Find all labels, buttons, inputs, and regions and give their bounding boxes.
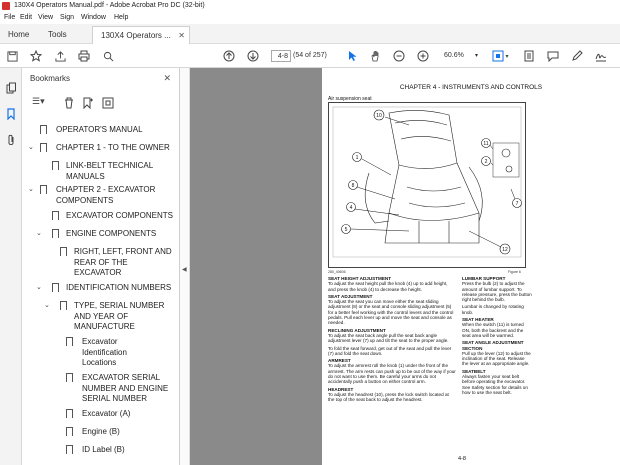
bookmark-label: COMPONENTS <box>56 195 114 205</box>
bookmark-label: RIGHT, LEFT, FRONT AND <box>74 247 172 256</box>
sign-button[interactable] <box>593 48 609 64</box>
bookmark-label: CHAPTER 1 - TO THE OWNER <box>56 143 170 152</box>
tab-document[interactable] <box>92 26 190 44</box>
bookmark-label: TYPE, SERIAL NUMBER <box>74 301 165 310</box>
bookmark-label: ENGINE COMPONENTS <box>66 229 157 238</box>
menu-sign[interactable]: Sign <box>60 14 75 21</box>
prev-page-button[interactable] <box>221 48 237 64</box>
body-paragraph: When the switch (11) is turned ON, both the backrest and the seat area will be warmed. <box>462 322 524 338</box>
upload-icon <box>55 51 66 62</box>
save-icon <box>7 51 18 62</box>
pen-icon <box>571 50 583 62</box>
section-heading: ARMREST <box>328 358 351 364</box>
page-number: 4-8 <box>458 456 466 462</box>
hand-tool-button[interactable] <box>367 48 383 64</box>
zoom-in-button[interactable] <box>415 48 431 64</box>
bookmark-label: REAR OF THE <box>74 257 128 267</box>
highlight-button[interactable] <box>569 48 585 64</box>
bookmark-icon <box>40 125 47 134</box>
bookmark-add-icon <box>82 97 94 109</box>
paperclip-icon <box>6 134 16 146</box>
seat-figure <box>328 102 526 268</box>
bookmark-label: MANUFACTURE <box>74 322 135 331</box>
body-paragraph: Pull up the lever (12) to adjust the inclination of the seat. Release the lever at an appropriate angle. <box>462 350 531 367</box>
section-heading: SEAT ANGLE ADJUSTMENT SECTION <box>462 340 524 351</box>
search-icon <box>103 51 114 62</box>
acrobat-app-icon <box>2 2 10 10</box>
bookmark-icon <box>66 373 73 382</box>
body-paragraph: To adjust the seat height pull the knob (4) up to add height, and press the knob (4) to decrease the height. <box>328 281 448 292</box>
body-paragraph: Lumbar is changed by rotating knob. <box>462 304 524 315</box>
print-icon <box>78 50 90 62</box>
section-heading: SEATBELT <box>462 368 486 374</box>
tab-home[interactable]: Home <box>8 30 30 39</box>
bookmark-label: AND YEAR OF <box>74 311 129 321</box>
navigation-pane-strip <box>0 68 22 465</box>
bookmark-label: Engine (B) <box>82 427 120 436</box>
tab-document-label: 130X4 Operators ... <box>101 31 171 40</box>
bookmark-label: Excavator <box>82 337 118 346</box>
section-heading: SEAT ADJUSTMENT <box>328 293 373 299</box>
bookmark-expand-icon <box>102 97 114 109</box>
attachments-panel-button[interactable] <box>3 132 19 148</box>
bookmark-button[interactable] <box>28 48 44 64</box>
body-paragraph: To fold the seat forward, get out of the seat and pull the lever (7) and fold the seat down. <box>328 345 452 356</box>
bookmark-label: MANUALS <box>66 171 105 181</box>
new-bookmark-icon[interactable] <box>82 96 94 114</box>
bookmark-label: LINK-BELT TECHNICAL <box>66 161 154 170</box>
menu-bar <box>0 12 620 24</box>
body-paragraph: Always fasten your seat belt before operating the excavator. See Safety section for details on how to use the seat belt. <box>462 374 528 395</box>
bookmark-label: Locations <box>82 358 117 367</box>
chevron-down-icon[interactable]: ⌄ <box>28 186 34 193</box>
delete-bookmark-icon[interactable] <box>64 96 74 114</box>
bookmark-label: IDENTIFICATION NUMBERS <box>66 283 172 292</box>
next-page-button[interactable] <box>245 48 261 64</box>
body-paragraph: To adjust the seat back angle pull the seat back angle adjustment lever (7) up and tilt the seat to the proper angle. <box>328 332 449 344</box>
bookmark-label: EXCAVATOR COMPONENTS <box>66 211 173 220</box>
page-number-input[interactable]: 4-8 <box>271 50 291 62</box>
comment-icon <box>547 50 559 62</box>
find-button[interactable] <box>100 48 116 64</box>
bookmark-label: SERIAL NUMBER <box>82 394 148 403</box>
right-column <box>462 275 532 397</box>
window-title: 130X4 Operators Manual.pdf - Adobe Acrobat Pro DC (32-bit) <box>14 2 205 9</box>
bookmark-label: Identification <box>82 347 127 357</box>
callout-1: 1 <box>355 155 359 161</box>
plus-circle-icon <box>417 50 429 62</box>
document-viewer[interactable] <box>190 68 620 465</box>
figure-code: 280_40606 <box>328 270 346 274</box>
arrow-up-circle-icon <box>223 50 235 62</box>
comment-button[interactable] <box>545 48 561 64</box>
hand-icon <box>370 50 381 62</box>
bookmark-icon <box>52 283 59 292</box>
collapse-panel-handle[interactable] <box>180 68 190 465</box>
callout-7: 7 <box>515 201 519 207</box>
bookmark-label: ID Label (B) <box>82 445 125 454</box>
section-heading: HEADREST <box>328 386 354 392</box>
pdf-page <box>322 68 620 465</box>
minus-circle-icon <box>393 50 405 62</box>
body-paragraph: To adjust the armrest roll the knob (1) under the front of the armrest. The arm rests can push up to be out of the way if your do not want to use them. Be careful your arms do not accidentally push a button on either control arm. <box>328 363 456 385</box>
section-heading: LUMBAR SUPPORT <box>462 276 506 281</box>
callout-5: 5 <box>344 227 348 233</box>
figure-caption: Air suspension seat <box>328 96 372 102</box>
bookmark-icon <box>6 108 16 120</box>
expand-bookmark-icon[interactable] <box>102 96 114 114</box>
callout-11: 11 <box>483 141 489 147</box>
section-heading: RECLINING ADJUSTMENT <box>328 327 386 333</box>
main-toolbar <box>0 44 620 68</box>
callout-8: 8 <box>351 183 355 189</box>
page-scroll-icon <box>523 50 535 62</box>
bookmark-label: CHAPTER 2 - EXCAVATOR <box>56 185 156 194</box>
save-button[interactable] <box>4 48 20 64</box>
upload-button[interactable] <box>52 48 68 64</box>
print-button[interactable] <box>76 48 92 64</box>
bookmark-icon <box>40 143 47 152</box>
tab-tools[interactable]: Tools <box>48 30 67 39</box>
arrow-down-circle-icon <box>247 50 259 62</box>
chevron-down-icon: ▾ <box>474 53 478 59</box>
star-icon <box>30 50 42 62</box>
section-heading: SEAT HEIGHT ADJUSTMENT <box>328 276 392 281</box>
body-paragraph: To adjust the headrest (10), press the lock switch located at the top of the seat back to adjust the headrest. <box>328 391 449 403</box>
bookmarks-panel-button[interactable] <box>3 106 19 122</box>
zoom-out-button[interactable] <box>391 48 407 64</box>
bookmark-label: NUMBER AND ENGINE <box>82 383 169 393</box>
options-menu-icon[interactable]: ☰▾ <box>32 96 45 106</box>
callout-10: 10 <box>376 113 382 119</box>
bookmark-icon <box>60 301 67 310</box>
menu-window[interactable]: Window <box>81 14 106 21</box>
left-column <box>328 275 456 405</box>
fit-dropdown-button[interactable] <box>503 48 511 64</box>
bookmark-label: OPERATOR'S MANUAL <box>56 125 143 134</box>
bookmarks-panel <box>22 68 180 465</box>
bookmarks-panel-title: Bookmarks <box>30 74 71 83</box>
bookmark-icon <box>66 409 73 418</box>
cursor-arrow-icon <box>347 50 358 62</box>
bookmark-icon <box>52 161 59 170</box>
scroll-mode-button[interactable] <box>521 48 537 64</box>
trash-icon <box>64 97 74 109</box>
bookmark-label: Excavator (A) <box>82 409 131 418</box>
close-icon[interactable]: ✕ <box>163 73 171 83</box>
chevron-left-icon: ◀ <box>182 267 187 273</box>
pages-panel-button[interactable] <box>3 80 19 96</box>
callout-4: 4 <box>349 205 353 211</box>
window-titlebar <box>0 0 620 12</box>
seat-illustration <box>329 103 525 267</box>
body-paragraph: Press the bulb (2) to adjust the amount of lumbar support. To release pressure, press the button right behind the bulb. <box>462 281 532 303</box>
menu-file[interactable]: File <box>4 14 16 21</box>
page-count: (54 of 257) <box>293 52 327 59</box>
section-heading: SEAT HEATER <box>462 317 494 323</box>
zoom-level-dropdown[interactable] <box>444 50 478 62</box>
chapter-header: CHAPTER 4 - INSTRUMENTS AND CONTROLS <box>399 84 543 91</box>
bookmark-label: EXCAVATOR <box>74 268 122 277</box>
zoom-level: 60.6% <box>444 52 464 59</box>
bookmark-icon <box>40 185 47 194</box>
bookmark-icon <box>52 229 59 238</box>
menu-view[interactable]: View <box>38 14 54 21</box>
callout-2: 2 <box>484 159 488 165</box>
chevron-down-icon[interactable]: ⌄ <box>28 144 34 151</box>
menu-help[interactable]: Help <box>114 14 129 21</box>
callout-12: 12 <box>502 247 508 253</box>
bookmarks-toolbar <box>30 96 175 110</box>
chevron-down-icon[interactable]: ⌄ <box>36 230 42 237</box>
chevron-down-icon[interactable]: ⌄ <box>36 284 42 291</box>
page-thumbnails-icon <box>6 82 17 94</box>
bookmark-icon <box>66 337 73 346</box>
bookmark-icon <box>66 445 73 454</box>
signature-icon <box>595 50 607 62</box>
figure-label: Figure 6 <box>508 270 521 274</box>
menu-edit[interactable]: Edit <box>20 14 33 21</box>
chevron-down-icon[interactable]: ⌄ <box>44 302 50 309</box>
tab-bar <box>0 24 620 44</box>
close-tab-icon[interactable]: ✕ <box>178 31 185 40</box>
bookmark-icon <box>52 211 59 220</box>
bookmark-icon <box>60 247 67 256</box>
chevron-down-icon: ▾ <box>505 53 509 60</box>
bookmark-label: EXCAVATOR SERIAL <box>82 373 161 382</box>
body-paragraph: To adjust the seat you can move either the seat sliding adjustment (8) or the seat and console sliding adjustment (5) for a better feel working with the control levers and the control pedals. Pull each lever up and move the seat and console as needed. <box>328 299 454 326</box>
bookmark-icon <box>66 427 73 436</box>
select-tool-button[interactable] <box>344 48 360 64</box>
